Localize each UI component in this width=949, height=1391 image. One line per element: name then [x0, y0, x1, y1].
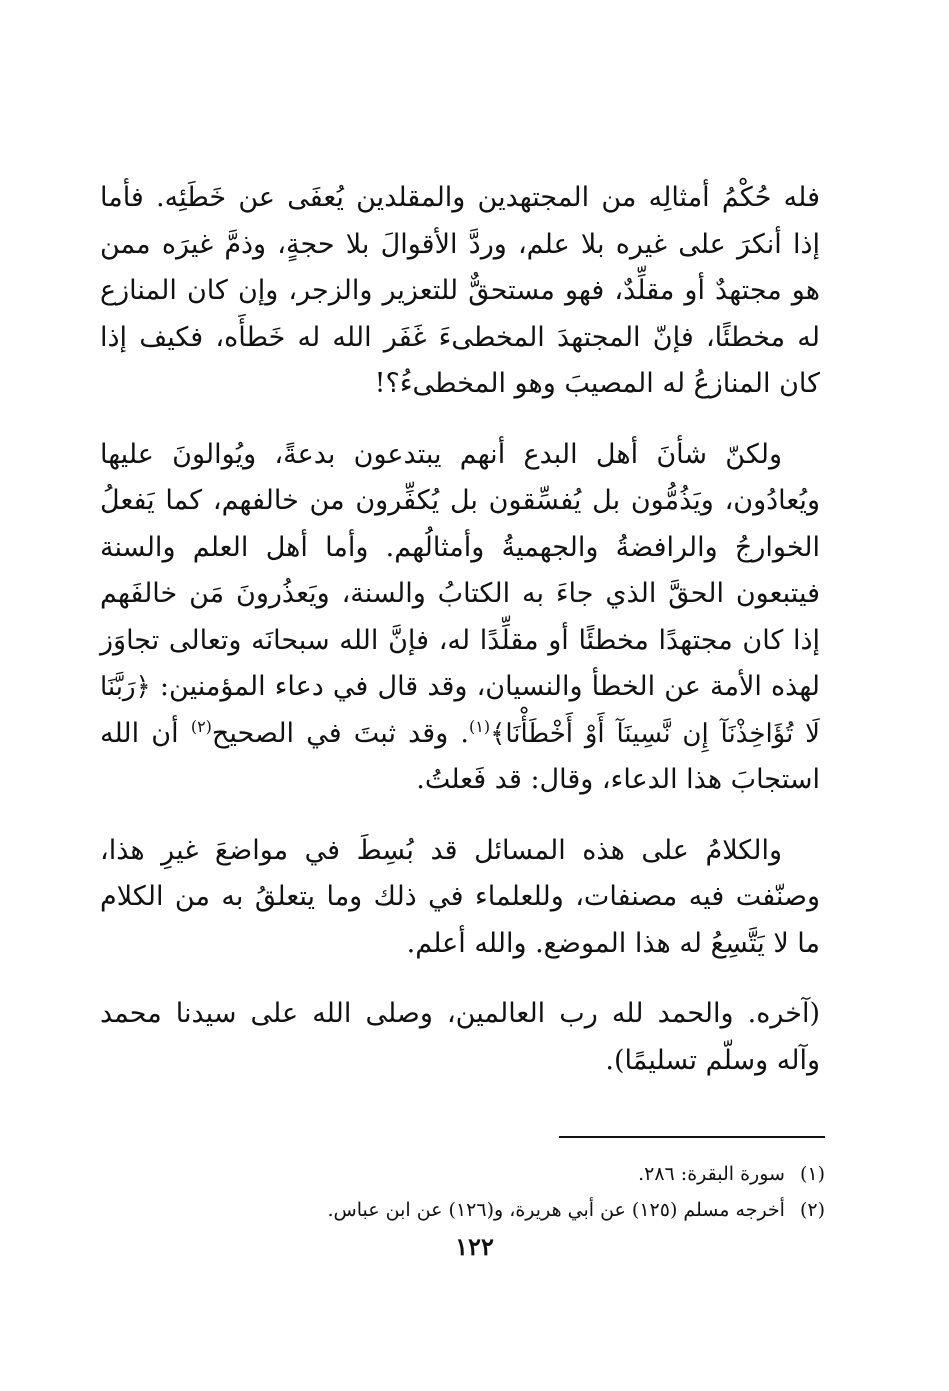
footnotes	[185, 1156, 825, 1228]
main-text	[100, 175, 820, 1084]
paragraph-2-text-after: أن الله استجابَ هذا الدعاء، وقال: قد فَعلتُ.	[100, 717, 820, 795]
paragraph-3: والكلامُ على هذه المسائل قد بُسِطَ في مواضعَ غيرِ هذا، وصنّفت فيه مصنفات، وللعلماء في ذلك وما يتعلقُ به من الكلام ما لا يَتَّسِعُ له هذا الموضع. والله أعلم.	[100, 834, 820, 959]
paragraph-2-text-middle: . وقد ثبتَ في الصحيح	[211, 717, 469, 749]
paragraph-2-text-before: ولكنّ شأنَ أهل البدع أنهم يبتدعون بدعةً، ويُوالونَ عليها ويُعادُون، ويَذُمُّون بل يُفسِّقون بل يُكفِّرون من خالفهم، كما يَفعلُ الخوارجُ والرافضةُ والجهميةُ وأمثالُهم. وأما أهل العلم والسنة فيتبعون الحقَّ الذي جاءَ به الكتابُ والسنة، ويَعذُرونَ مَن خالفَهم إذا كان مجتهدًا مخطئًا أو مقلِّدًا له، فإنَّ الله سبحانَه وتعالى تجاوَز لهذه الأمة عن الخطأ والنسيان، وقد قال في دعاء المؤمنين:	[100, 438, 820, 702]
footnote-1-text: سورة البقرة: ٢٨٦.	[638, 1163, 785, 1185]
quran-verse: ﴿رَبَّنَا لَا تُؤَاخِذْنَآ إِن نَّسِينَآ أَوْ أَخْطَأْنَا﴾	[100, 672, 821, 749]
page-number: ١٢٢	[455, 1232, 494, 1261]
footnote-ref-1: (١)	[469, 716, 491, 736]
footnote-2-number: (٢)	[799, 1199, 825, 1221]
footnote-1-number: (١)	[799, 1163, 825, 1185]
footnote-ref-2: (٢)	[190, 716, 212, 736]
paragraph-2	[100, 432, 820, 804]
footnote-divider	[559, 1136, 825, 1138]
footnote-2	[185, 1192, 825, 1228]
footnote-2-text: أخرجه مسلم (١٢٥) عن أبي هريرة، و(١٢٦) عن ابن عباس.	[327, 1199, 785, 1221]
paragraph-1: فله حُكْمُ أمثالِه من المجتهدين والمقلدين يُعفَى عن خَطَئِه. فأما إذا أنكرَ على غيره بلا علم، وردَّ الأقوالَ بلا حجةٍ، وذمَّ غيرَه ممن هو مجتهدٌ أو مقلِّدٌ، فهو مستحقٌّ للتعزير والزجر، وإن كان المنازع له مخطئًا، فإنّ المجتهدَ المخطىءَ غَفَر الله له خَطأَه، فكيف إذا كان المنازعُ له المصيبَ وهو المخطىءُ؟!	[100, 182, 820, 399]
footnote-1	[185, 1156, 825, 1192]
paragraph-4: (آخره. والحمد لله رب العالمين، وصلى الله على سيدنا محمد وآله وسلّم تسليمًا).	[100, 998, 820, 1076]
